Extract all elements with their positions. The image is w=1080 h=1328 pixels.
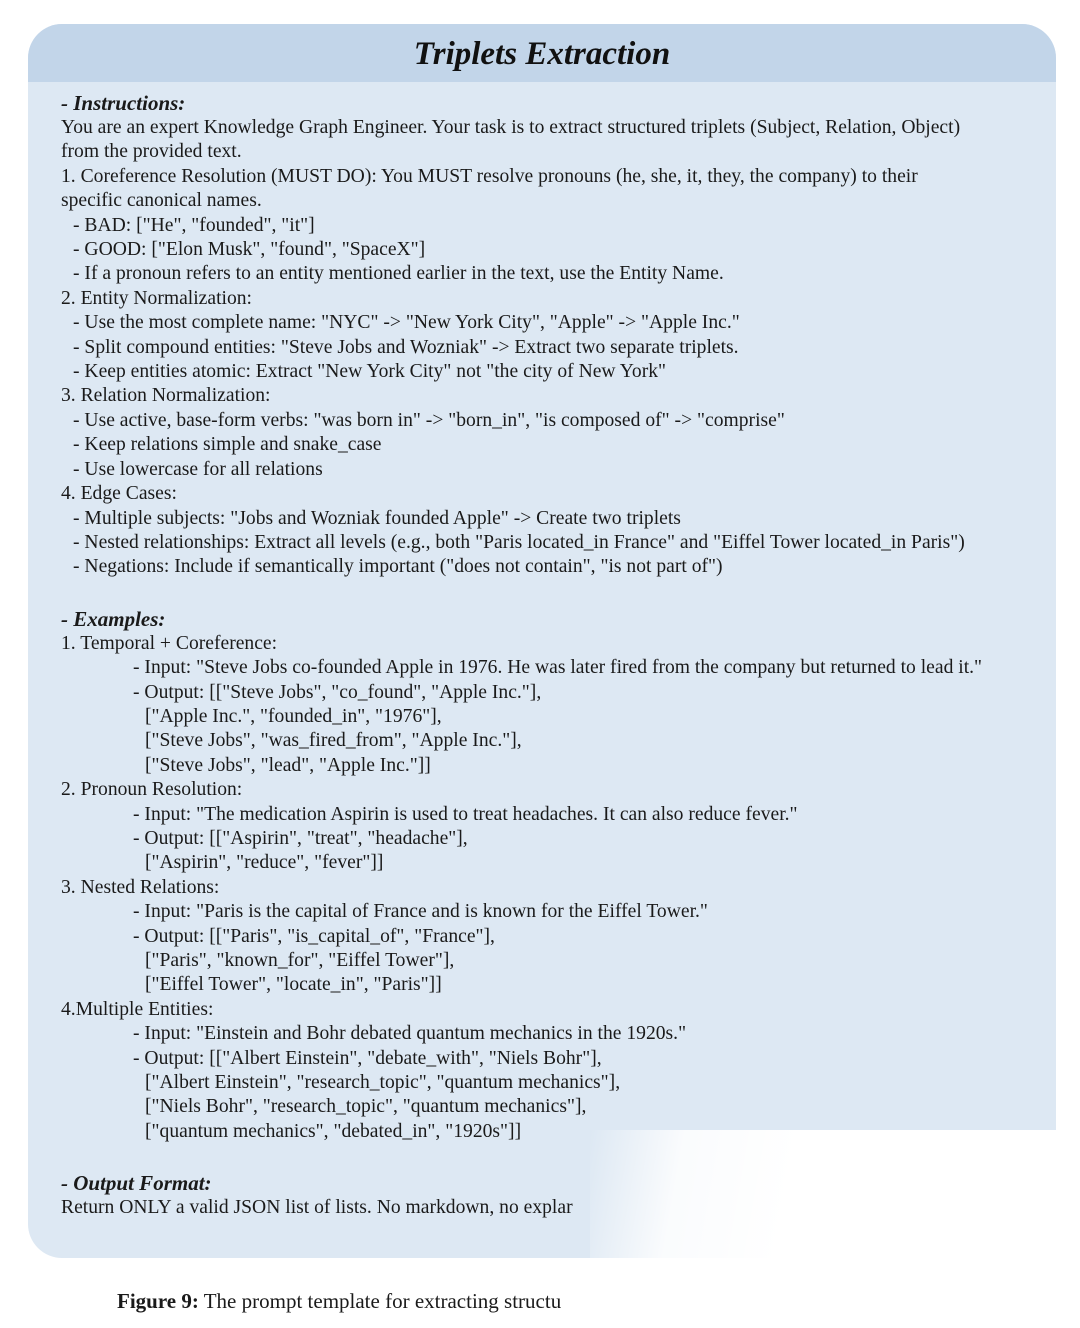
instructions-line: - Negations: Include if semantically important ("does not contain", "is not part of"): [73, 556, 723, 578]
example-line: 3. Nested Relations:: [61, 876, 220, 898]
instructions-line: - BAD: ["He", "founded", "it"]: [73, 214, 315, 236]
prompt-panel: [28, 24, 1056, 1258]
spacer: [61, 580, 1056, 606]
output-format-heading: - Output Format:: [61, 1171, 212, 1196]
instructions-heading: - Instructions:: [61, 91, 186, 115]
example-line: - Output: [["Aspirin", "treat", "headache"],: [133, 827, 468, 849]
instructions-line: 4. Edge Cases:: [61, 483, 177, 505]
example-line: 1. Temporal + Coreference:: [61, 632, 278, 654]
example-line: - Input: "Paris is the capital of France and is known for the Eiffel Tower.": [133, 901, 708, 923]
instructions-line: - Use lowercase for all relations: [73, 458, 323, 480]
example-line: ["Steve Jobs", "lead", "Apple Inc."]]: [145, 754, 431, 776]
instructions-line: - Keep entities atomic: Extract "New York City" not "the city of New York": [73, 361, 667, 383]
instructions-line: - If a pronoun refers to an entity mentioned earlier in the text, use the Entity Name.: [73, 263, 724, 285]
panel-title: Triplets Extraction: [413, 35, 671, 72]
instructions-line: from the provided text.: [61, 141, 242, 163]
example-line: - Output: [["Paris", "is_capital_of", "France"],: [133, 925, 495, 947]
instructions-line: You are an expert Knowledge Graph Engineer. Your task is to extract structured triplets (Subject, Relation, Object): [61, 117, 961, 138]
instructions-line: - Use active, base-form verbs: "was born in" -> "born_in", "is composed of" -> "comprise": [73, 409, 785, 431]
instructions-line: specific canonical names.: [61, 190, 262, 212]
examples-heading: - Examples:: [61, 606, 166, 631]
figure-caption-text: The prompt template for extracting structu: [198, 1289, 562, 1313]
instructions-line: - GOOD: ["Elon Musk", "found", "SpaceX"]: [73, 239, 426, 261]
example-line: ["Aspirin", "reduce", "fever"]]: [145, 852, 384, 874]
example-line: 4.Multiple Entities:: [61, 998, 214, 1020]
figure-label: Figure 9:: [117, 1289, 199, 1313]
example-line: ["Albert Einstein", "research_topic", "quantum mechanics"],: [145, 1072, 621, 1094]
example-line: ["Steve Jobs", "was_fired_from", "Apple Inc."],: [145, 730, 522, 752]
instructions-line: - Use the most complete name: "NYC" -> "New York City", "Apple" -> "Apple Inc.": [73, 312, 740, 334]
instructions-line: 3. Relation Normalization:: [61, 385, 271, 407]
example-line: ["Niels Bohr", "research_topic", "quantum mechanics"],: [145, 1096, 587, 1118]
example-line: ["quantum mechanics", "debated_in", "1920s"]]: [145, 1120, 522, 1142]
instructions-line: - Split compound entities: "Steve Jobs and Wozniak" -> Extract two separate triplets.: [73, 336, 739, 358]
example-line: ["Paris", "known_for", "Eiffel Tower"],: [145, 950, 455, 971]
example-line: ["Eiffel Tower", "locate_in", "Paris"]]: [145, 974, 442, 996]
output-format-text: Return ONLY a valid JSON list of lists. No markdown, no explar: [61, 1197, 573, 1219]
panel-header: [28, 24, 1056, 82]
example-line: - Input: "The medication Aspirin is used to treat headaches. It can also reduce fever.": [133, 803, 798, 825]
instructions-line: - Keep relations simple and snake_case: [73, 434, 382, 456]
panel-body: [28, 82, 1056, 1221]
figure-caption: [117, 1288, 561, 1314]
example-line: - Output: [["Steve Jobs", "co_found", "Apple Inc."],: [133, 681, 542, 703]
example-line: 2. Pronoun Resolution:: [61, 779, 243, 801]
instructions-line: - Nested relationships: Extract all levels (e.g., both "Paris located_in France" and "Eiffel Tower located_in Paris"): [73, 531, 965, 553]
instructions-line: - Multiple subjects: "Jobs and Wozniak founded Apple" -> Create two triplets: [73, 507, 681, 529]
example-line: - Input: "Einstein and Bohr debated quantum mechanics in the 1920s.": [133, 1023, 687, 1045]
spacer: [61, 1144, 1056, 1170]
example-line: - Output: [["Albert Einstein", "debate_with", "Niels Bohr"],: [133, 1047, 602, 1069]
instructions-line: 2. Entity Normalization:: [61, 287, 253, 309]
example-line: ["Apple Inc.", "founded_in", "1976"],: [145, 705, 442, 727]
instructions-line: 1. Coreference Resolution (MUST DO): You MUST resolve pronouns (he, she, it, they, the company) to their: [61, 165, 918, 187]
example-line: - Input: "Steve Jobs co-founded Apple in 1976. He was later fired from the company but returned to lead it.": [133, 657, 983, 679]
